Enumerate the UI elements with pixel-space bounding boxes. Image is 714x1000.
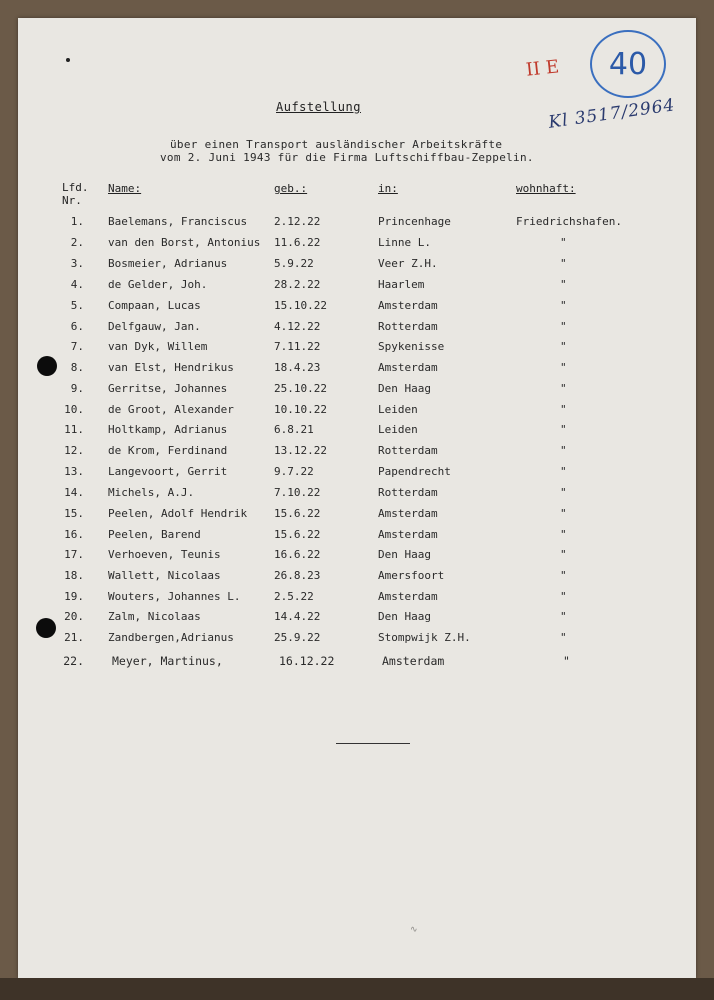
closing-rule (336, 743, 410, 744)
row-name: de Krom, Ferdinand (108, 444, 228, 457)
row-number: 21. (64, 631, 84, 644)
row-number: 11. (64, 423, 84, 436)
row-born: 13.12.22 (274, 444, 327, 457)
page-number-text: 40 (608, 46, 648, 82)
row-born: 15.6.22 (274, 528, 321, 541)
table-row (0, 569, 714, 587)
row-residence: " (560, 340, 567, 353)
table-row (0, 654, 714, 672)
row-name: Gerritse, Johannes (108, 382, 228, 395)
row-name: Wouters, Johannes L. (108, 590, 241, 603)
row-number: 3. (70, 257, 84, 270)
row-name: Delfgauw, Jan. (108, 320, 201, 333)
row-residence: " (560, 403, 567, 416)
ink-dot (66, 58, 70, 62)
table-row (0, 299, 714, 317)
row-born: 7.10.22 (274, 486, 321, 499)
row-place: Den Haag (378, 548, 431, 561)
row-place: Princenhage (378, 215, 451, 228)
row-number: 6. (70, 320, 84, 333)
table-row (0, 590, 714, 608)
row-born: 6.8.21 (274, 423, 314, 436)
row-place: Rotterdam (378, 444, 438, 457)
row-number: 15. (64, 507, 84, 520)
row-place: Den Haag (378, 382, 431, 395)
row-born: 9.7.22 (274, 465, 314, 478)
row-residence: " (563, 654, 570, 668)
table-row (0, 486, 714, 504)
row-residence: " (560, 444, 567, 457)
row-number: 5. (70, 299, 84, 312)
table-row (0, 610, 714, 628)
row-born: 11.6.22 (274, 236, 321, 249)
row-residence: " (560, 569, 567, 582)
pencil-mark: ∿ (410, 925, 418, 935)
table-row (0, 631, 714, 649)
row-born: 15.6.22 (274, 507, 321, 520)
row-born: 28.2.22 (274, 278, 321, 291)
row-place: Amsterdam (378, 528, 438, 541)
table-row (0, 361, 714, 379)
document-title: Aufstellung (276, 100, 361, 114)
row-number: 12. (64, 444, 84, 457)
table-row (0, 278, 714, 296)
row-number: 22. (63, 654, 84, 668)
row-place: Spykenisse (378, 340, 445, 353)
circled-page-number (590, 30, 666, 98)
archive-number: Kl 3517/2964 (547, 95, 677, 133)
row-name: Holtkamp, Adrianus (108, 423, 228, 436)
row-born: 16.12.22 (279, 654, 335, 668)
row-residence: " (560, 257, 567, 270)
table-row (0, 215, 714, 233)
row-place: Rotterdam (378, 320, 438, 333)
row-born: 2.12.22 (274, 215, 321, 228)
row-born: 25.10.22 (274, 382, 327, 395)
table-row (0, 236, 714, 254)
row-name: de Gelder, Joh. (108, 278, 208, 291)
row-residence: " (560, 590, 567, 603)
row-name: Wallett, Nicolaas (108, 569, 221, 582)
row-name: Compaan, Lucas (108, 299, 201, 312)
table-row (0, 423, 714, 441)
row-place: Linne L. (378, 236, 431, 249)
row-name: Zalm, Nicolaas (108, 610, 201, 623)
table-row (0, 257, 714, 275)
header-no-line1: Lfd. (62, 181, 89, 194)
row-number: 18. (64, 569, 84, 582)
scan-background-strip (0, 978, 714, 1000)
row-place: Amsterdam (378, 299, 438, 312)
row-number: 17. (64, 548, 84, 561)
row-residence: " (560, 382, 567, 395)
row-born: 7.11.22 (274, 340, 321, 353)
row-born: 18.4.23 (274, 361, 321, 374)
row-name: Bosmeier, Adrianus (108, 257, 228, 270)
row-number: 1. (70, 215, 84, 228)
table-row (0, 548, 714, 566)
row-name: Meyer, Martinus, (112, 654, 223, 668)
row-residence: " (560, 236, 567, 249)
subtitle-line-2: vom 2. Juni 1943 für die Firma Luftschiffbau-Zeppelin. (160, 151, 534, 164)
row-name: Baelemans, Franciscus (108, 215, 248, 228)
table-row (0, 340, 714, 358)
row-place: Den Haag (378, 610, 431, 623)
row-residence: Friedrichshafen. (516, 215, 622, 228)
row-name: van den Borst, Antonius (108, 236, 261, 249)
row-residence: " (560, 320, 567, 333)
row-place: Amersfoort (378, 569, 445, 582)
header-born: geb.: (274, 182, 308, 195)
table-row (0, 320, 714, 338)
row-residence: " (560, 507, 567, 520)
row-place: Leiden (378, 423, 418, 436)
row-residence: " (560, 548, 567, 561)
row-number: 19. (64, 590, 84, 603)
header-name: Name: (108, 182, 142, 195)
row-name: Verhoeven, Teunis (108, 548, 221, 561)
row-number: 10. (64, 403, 84, 416)
row-number: 13. (64, 465, 84, 478)
row-residence: " (560, 465, 567, 478)
row-name: van Elst, Hendrikus (108, 361, 234, 374)
row-residence: " (560, 610, 567, 623)
table-row (0, 382, 714, 400)
header-in: in: (378, 182, 398, 195)
row-residence: " (560, 631, 567, 644)
row-born: 25.9.22 (274, 631, 321, 644)
row-place: Amsterdam (378, 507, 438, 520)
row-name: Peelen, Barend (108, 528, 201, 541)
table-row (0, 465, 714, 483)
row-residence: " (560, 486, 567, 499)
row-number: 9. (70, 382, 84, 395)
row-place: Haarlem (378, 278, 425, 291)
row-name: de Groot, Alexander (108, 403, 234, 416)
row-name: Michels, A.J. (108, 486, 195, 499)
row-place: Amsterdam (382, 654, 445, 668)
subtitle-line-1: über einen Transport ausländischer Arbeitskräfte (170, 138, 503, 151)
row-place: Veer Z.H. (378, 257, 438, 270)
row-number: 20. (64, 610, 84, 623)
row-number: 14. (64, 486, 84, 499)
row-born: 14.4.22 (274, 610, 321, 623)
row-born: 10.10.22 (274, 403, 327, 416)
row-place: Rotterdam (378, 486, 438, 499)
row-place: Stompwijk Z.H. (378, 631, 471, 644)
table-row (0, 444, 714, 462)
row-name: Zandbergen,Adrianus (108, 631, 234, 644)
row-residence: " (560, 299, 567, 312)
row-place: Amsterdam (378, 361, 438, 374)
row-residence: " (560, 423, 567, 436)
red-pencil-mark: II E (524, 56, 561, 81)
row-number: 2. (70, 236, 84, 249)
row-number: 8. (70, 361, 84, 374)
row-born: 5.9.22 (274, 257, 314, 270)
header-no-line2: Nr. (62, 194, 82, 207)
table-row (0, 403, 714, 421)
table-row (0, 528, 714, 546)
row-residence: " (560, 278, 567, 291)
header-residence: wohnhaft: (516, 182, 576, 195)
row-number: 16. (64, 528, 84, 541)
row-place: Papendrecht (378, 465, 451, 478)
table-row (0, 507, 714, 525)
row-name: Peelen, Adolf Hendrik (108, 507, 248, 520)
row-number: 7. (70, 340, 84, 353)
row-born: 16.6.22 (274, 548, 321, 561)
row-number: 4. (70, 278, 84, 291)
row-born: 26.8.23 (274, 569, 321, 582)
row-place: Amsterdam (378, 590, 438, 603)
row-residence: " (560, 528, 567, 541)
row-born: 2.5.22 (274, 590, 314, 603)
row-residence: " (560, 361, 567, 374)
row-name: van Dyk, Willem (108, 340, 208, 353)
row-name: Langevoort, Gerrit (108, 465, 228, 478)
row-born: 15.10.22 (274, 299, 327, 312)
row-born: 4.12.22 (274, 320, 321, 333)
row-place: Leiden (378, 403, 418, 416)
